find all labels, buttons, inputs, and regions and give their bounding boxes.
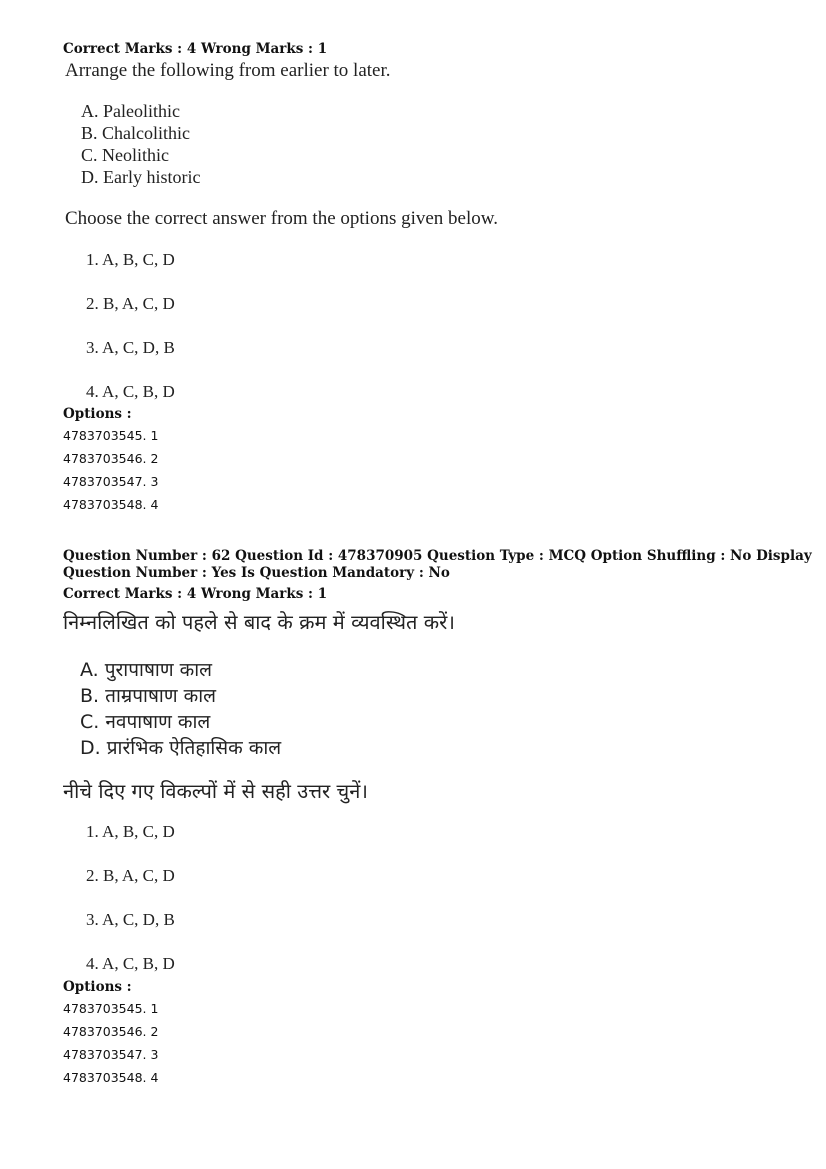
q62-answer-4: 4. A, C, B, D [86,954,175,973]
q62-answer-1: 1. A, B, C, D [86,822,175,841]
q62-option-id-4: 4783703548. 4 [63,1070,159,1085]
q61-option-id-3: 4783703547. 3 [63,474,159,489]
q61-answer-4: 4. A, C, B, D [86,382,175,401]
q61-option-id-1: 4783703545. 1 [63,428,159,443]
q62-answer-3: 3. A, C, D, B [86,910,175,929]
q61-instruction: Choose the correct answer from the options given below. [65,208,499,229]
q61-answer-2: 2. B, A, C, D [86,294,175,313]
q62-item-c: C. नवपाषाण काल [80,711,211,733]
q62-prompt: निम्नलिखित को पहले से बाद के क्रम में व्यवस्थित करें। [63,610,455,634]
q62-header-line2: Question Number : Yes Is Question Mandatory : No [63,565,450,581]
q62-instruction: नीचे दिए गए विकल्पों में से सही उत्तर चुनें। [63,779,368,803]
q61-option-id-4: 4783703548. 4 [63,497,159,512]
q61-marks: Correct Marks : 4 Wrong Marks : 1 [63,41,328,57]
q62-marks: Correct Marks : 4 Wrong Marks : 1 [63,586,328,602]
q61-item-b: B. Chalcolithic [81,123,190,143]
q62-item-b: B. ताम्रपाषाण काल [80,685,217,707]
q62-header-line1: Question Number : 62 Question Id : 478370905 Question Type : MCQ Option Shuffling : No Display [63,548,812,564]
q61-item-d: D. Early historic [81,167,201,187]
q62-options-label: Options : [63,979,132,995]
q61-answer-1: 1. A, B, C, D [86,250,175,269]
q61-options-label: Options : [63,406,132,422]
q61-item-c: C. Neolithic [81,145,169,165]
q62-answer-2: 2. B, A, C, D [86,866,175,885]
q61-prompt: Arrange the following from earlier to later. [65,60,391,81]
q62-item-a: A. पुरापाषाण काल [80,659,213,681]
q62-option-id-3: 4783703547. 3 [63,1047,159,1062]
q62-item-d: D. प्रारंभिक ऐतिहासिक काल [80,737,282,759]
q61-option-id-2: 4783703546. 2 [63,451,159,466]
q62-option-id-2: 4783703546. 2 [63,1024,159,1039]
q62-option-id-1: 4783703545. 1 [63,1001,159,1016]
q61-answer-3: 3. A, C, D, B [86,338,175,357]
q61-item-a: A. Paleolithic [81,101,180,121]
